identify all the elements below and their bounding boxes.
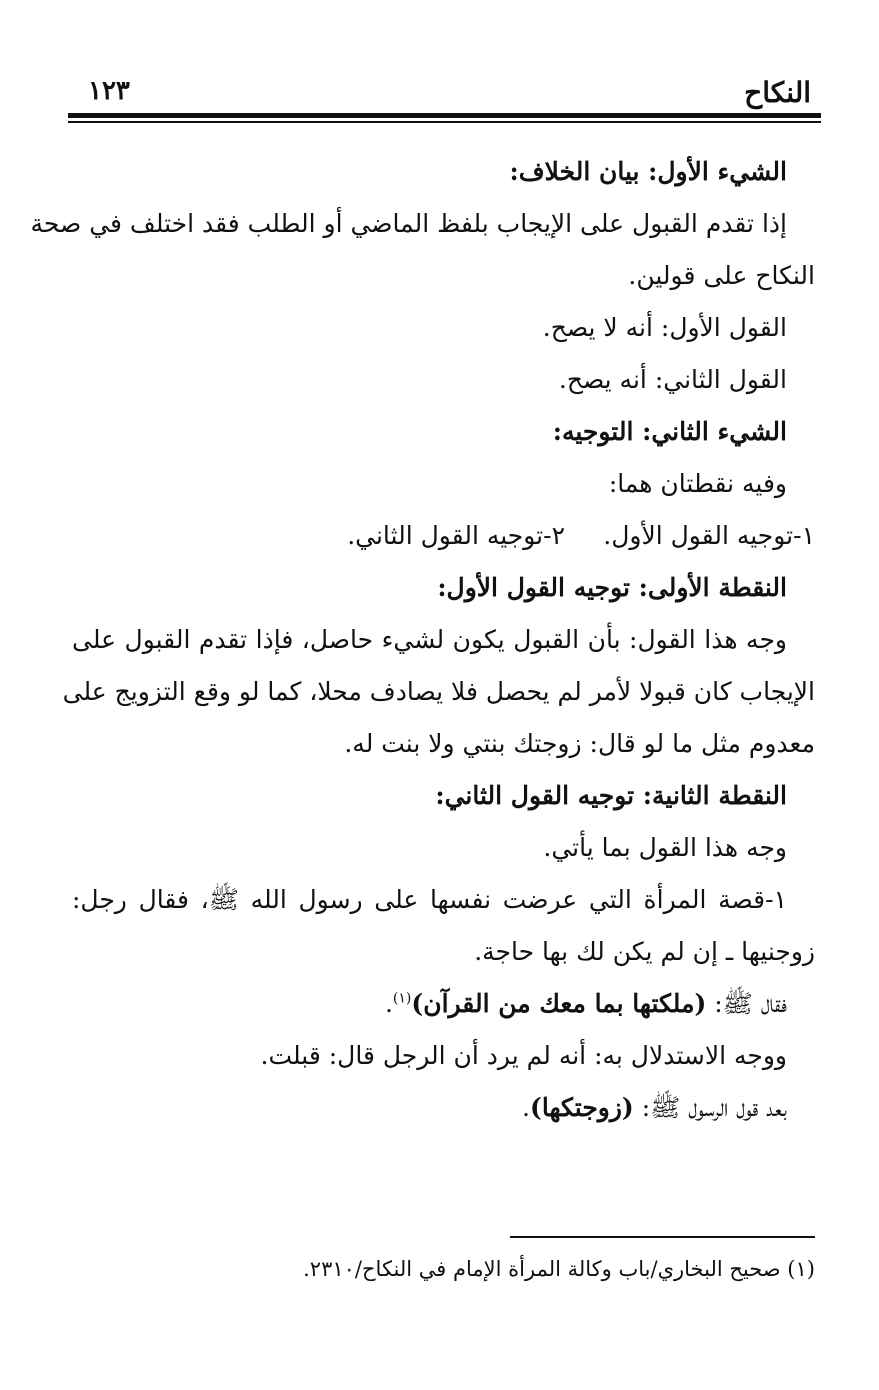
header-rule-thin bbox=[68, 121, 821, 123]
opinion-1: القول الأول: أنه لا يصح. bbox=[542, 313, 787, 342]
paragraph-1-line-2: النكاح على قولين. bbox=[628, 261, 815, 290]
paragraph-3-line-2: الإيجاب كان قبولا لأمر لم يحصل فلا يصادف محلا، كما لو وقع التزويج على bbox=[62, 677, 815, 706]
page-body bbox=[30, 146, 815, 1134]
section-heading-2: الشيء الثاني: التوجيه: bbox=[552, 417, 787, 446]
hadith-quote-2: (زوجتكها) bbox=[530, 1093, 634, 1122]
paragraph-8-end: . bbox=[522, 1093, 530, 1122]
section-heading-1: الشيء الأول: بيان الخلاف: bbox=[509, 157, 787, 186]
hadith-quote-1: (ملكتها بما معك من القرآن) bbox=[411, 989, 707, 1018]
points-row bbox=[72, 510, 815, 562]
page-number: ١٢٣ bbox=[88, 76, 130, 106]
paragraph-5-line-2: زوجنيها ـ إن لم يكن لك بها حاجة. bbox=[474, 937, 815, 966]
header-rule-thick bbox=[68, 113, 821, 118]
paragraph-4: وجه هذا القول بما يأتي. bbox=[543, 833, 787, 862]
opinion-2: القول الثاني: أنه يصح. bbox=[558, 365, 787, 394]
paragraph-6-prefix: فقال ﷺ: bbox=[706, 989, 787, 1018]
paragraph-8-prefix: بعد قول الرسول ﷺ: bbox=[633, 1093, 787, 1122]
footnote-rule bbox=[510, 1236, 815, 1238]
point-1: ١-توجيه القول الأول. bbox=[603, 521, 815, 550]
footnote-ref[interactable]: (١) bbox=[392, 990, 412, 1007]
footnote: (١) صحيح البخاري/باب وكالة المرأة الإمام في النكاح/٢٣١٠. bbox=[303, 1257, 815, 1281]
paragraph-3-line-3: معدوم مثل ما لو قال: زوجتك بنتي ولا بنت له. bbox=[344, 729, 815, 758]
paragraph-2: وفيه نقطتان هما: bbox=[608, 469, 787, 498]
paragraph-3-line-1: وجه هذا القول: بأن القبول يكون لشيء حاصل، فإذا تقدم القبول على bbox=[72, 625, 787, 654]
paragraph-8 bbox=[72, 1082, 815, 1134]
point-2: ٢-توجيه القول الثاني. bbox=[347, 521, 565, 550]
chapter-title: النكاح bbox=[744, 76, 811, 109]
paragraph-6 bbox=[72, 978, 815, 1030]
paragraph-7: ووجه الاستدلال به: أنه لم يرد أن الرجل قال: قبلت. bbox=[260, 1041, 787, 1070]
paragraph-1-line-1: إذا تقدم القبول على الإيجاب بلفظ الماضي أو الطلب فقد اختلف في صحة bbox=[30, 209, 787, 238]
paragraph-5-line-1: ١-قصة المرأة التي عرضت نفسها على رسول الله ﷺ، فقال رجل: bbox=[72, 885, 787, 914]
paragraph-6-end: . bbox=[384, 989, 393, 1018]
section-heading-4: النقطة الثانية: توجيه القول الثاني: bbox=[435, 781, 787, 810]
section-heading-3: النقطة الأولى: توجيه القول الأول: bbox=[437, 573, 787, 602]
